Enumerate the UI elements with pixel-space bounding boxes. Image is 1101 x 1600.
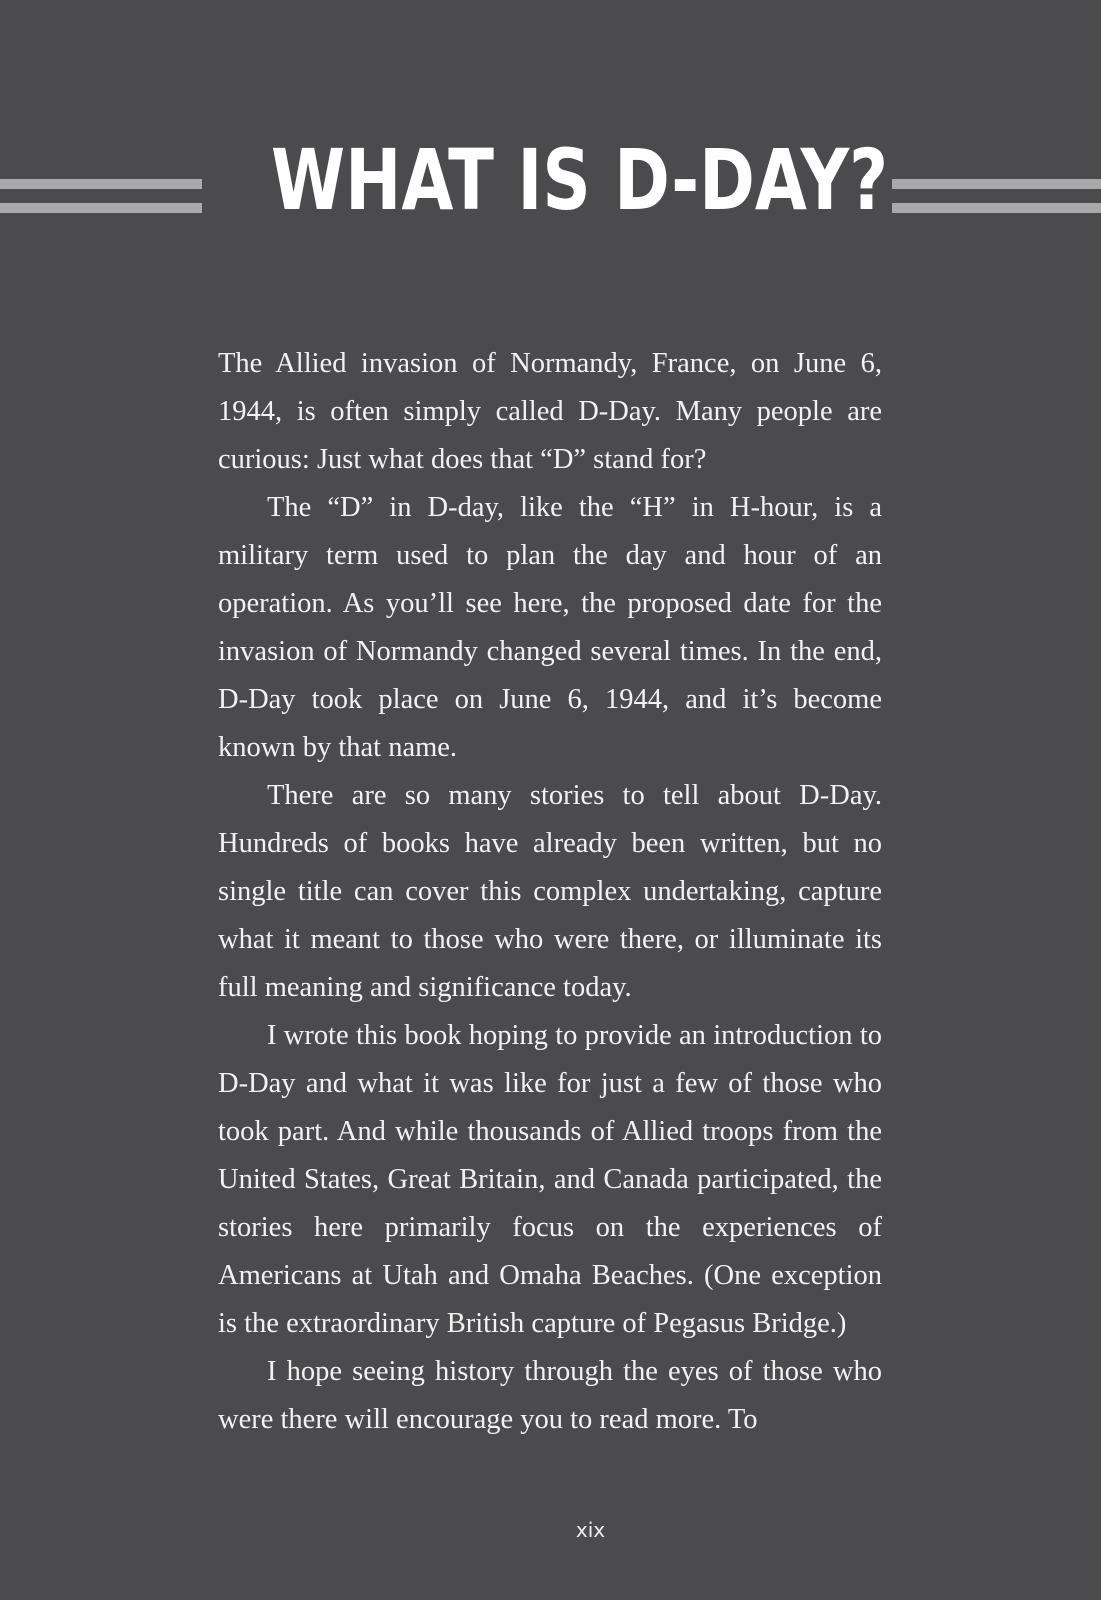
- body-text: [218, 340, 882, 1444]
- paragraph: I wrote this book hoping to provide an introduction to D-Day and what it was like for just a few of those who took part. And while thousands of Allied troops from the United States, Great Britain, and Canada participated, the stories here primarily focus on the experiences of Americans at Utah and Omaha Beaches. (One exception is the extraordinary British capture of Pegasus Bridge.): [218, 1020, 882, 1339]
- paragraph: The “D” in D-day, like the “H” in H-hour, is a military term used to plan the day and hour of an operation. As you’ll see here, the proposed date for the invasion of Normandy changed several times. In the end, D-Day took place on June 6, 1944, and it’s become known by that name.: [218, 492, 882, 763]
- title-rule-left: [0, 179, 202, 227]
- rule-line: [892, 179, 1101, 189]
- paragraph: I hope seeing history through the eyes of those who were there will encourage you to read more. To: [218, 1356, 882, 1435]
- page-number: xix: [575, 1518, 606, 1542]
- rule-line: [892, 203, 1101, 213]
- title-rule-right: [892, 179, 1101, 227]
- paragraph: The Allied invasion of Normandy, France, on June 6, 1944, is often simply called D-Day. Many people are curious: Just what does that “D” stand for?: [218, 348, 882, 475]
- paragraph: There are so many stories to tell about D-Day. Hundreds of books have already been written, but no single title can cover this complex undertaking, capture what it meant to those who were there, or illuminate its full meaning and significance today.: [218, 780, 882, 1003]
- rule-line: [0, 179, 202, 189]
- chapter-title: WHAT IS D-DAY?: [271, 131, 889, 229]
- rule-line: [0, 203, 202, 213]
